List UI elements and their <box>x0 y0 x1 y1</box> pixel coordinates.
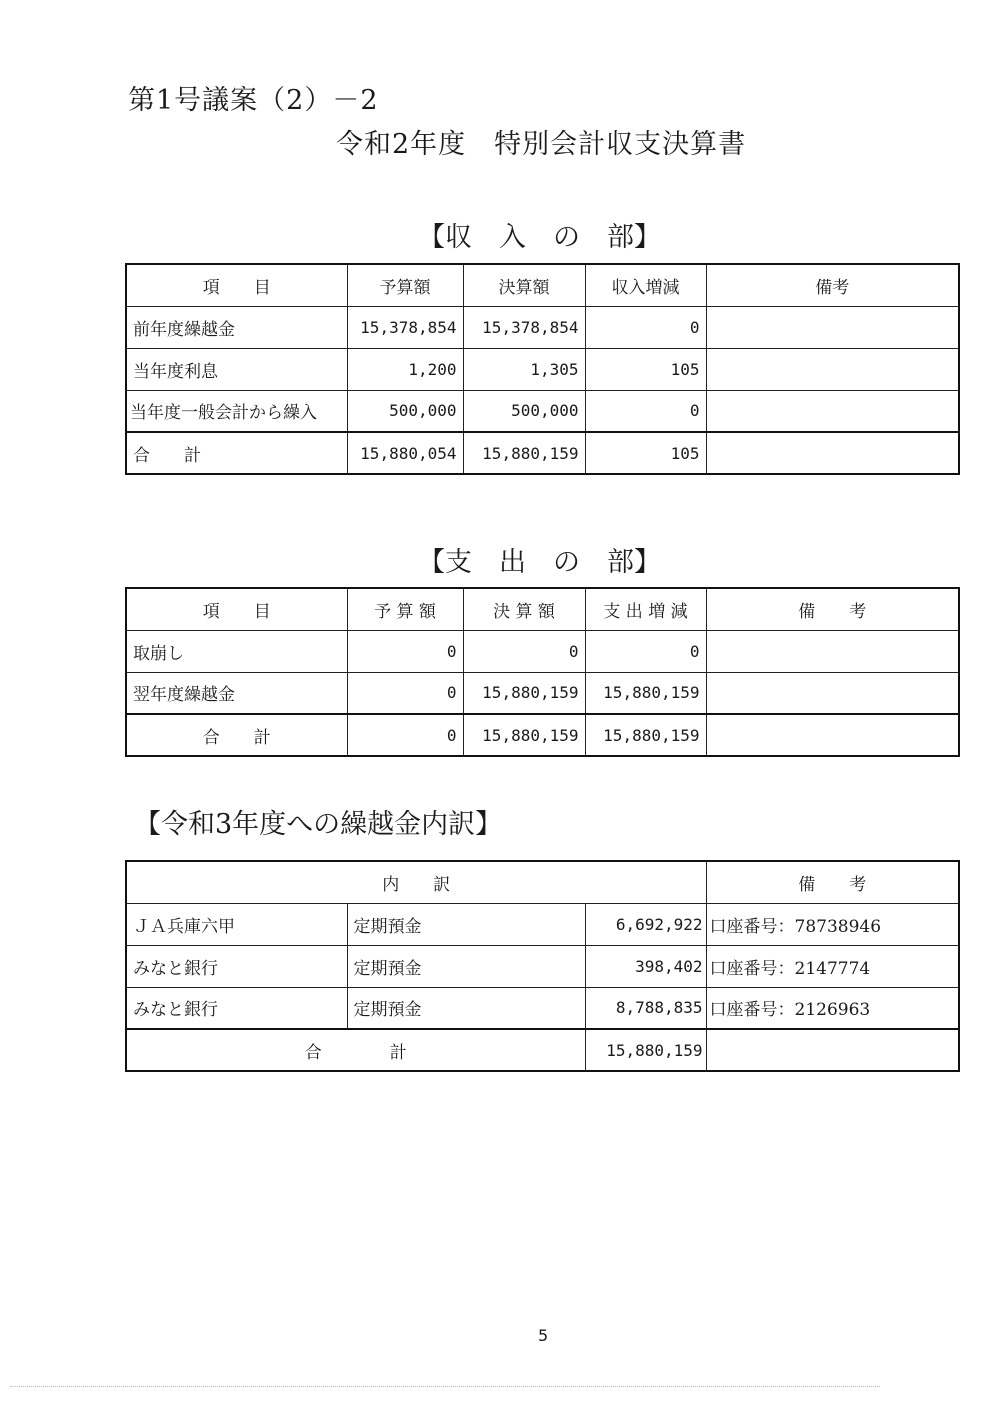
income-section-title: 【収 入 の 部】 <box>418 222 661 253</box>
note-cell <box>706 390 959 432</box>
note-cell <box>706 672 959 714</box>
column-header-actual: 決算額 <box>463 264 585 306</box>
item-cell: 前年度繰越金 <box>126 306 347 348</box>
total-actual: 15,880,159 <box>463 432 585 474</box>
total-label: 合 計 <box>126 1029 585 1071</box>
total-amount: 15,880,159 <box>585 1029 706 1071</box>
column-header-budget: 予 算 額 <box>347 588 463 630</box>
carryover-table <box>125 860 960 1072</box>
total-diff: 15,880,159 <box>585 714 706 756</box>
table-header-row <box>126 588 959 630</box>
carryover-section-title: 【令和3年度への繰越金内訳】 <box>134 809 503 840</box>
table-row <box>126 987 959 1029</box>
diff-cell: 15,880,159 <box>585 672 706 714</box>
amount-cell: 8,788,835 <box>585 987 706 1029</box>
total-diff: 105 <box>585 432 706 474</box>
column-header-diff: 支 出 増 減 <box>585 588 706 630</box>
actual-cell: 15,378,854 <box>463 306 585 348</box>
table-row <box>126 390 959 432</box>
budget-cell: 1,200 <box>347 348 463 390</box>
diff-cell: 0 <box>585 390 706 432</box>
document-id: 第1号議案（2）－2 <box>128 85 379 116</box>
column-header-actual: 決 算 額 <box>463 588 585 630</box>
table-row <box>126 306 959 348</box>
deposit-type-cell: 定期預金 <box>347 945 585 987</box>
total-budget: 15,880,054 <box>347 432 463 474</box>
note-cell <box>706 306 959 348</box>
table-header-row <box>126 264 959 306</box>
column-header-item: 項 目 <box>126 588 347 630</box>
amount-cell: 6,692,922 <box>585 903 706 945</box>
table-row <box>126 672 959 714</box>
note-cell <box>706 348 959 390</box>
total-note <box>706 1029 959 1071</box>
income-table <box>125 263 960 475</box>
item-cell: 取崩し <box>126 630 347 672</box>
scan-artifact-divider <box>10 1386 880 1387</box>
budget-cell: 0 <box>347 630 463 672</box>
total-note <box>706 432 959 474</box>
total-actual: 15,880,159 <box>463 714 585 756</box>
budget-cell: 500,000 <box>347 390 463 432</box>
table-row <box>126 945 959 987</box>
diff-cell: 105 <box>585 348 706 390</box>
note-cell: 口座番号：2126963 <box>706 987 959 1029</box>
bank-cell: みなと銀行 <box>126 987 347 1029</box>
diff-cell: 0 <box>585 306 706 348</box>
budget-cell: 0 <box>347 672 463 714</box>
column-header-diff: 収入増減 <box>585 264 706 306</box>
bank-cell: ＪＡ兵庫六甲 <box>126 903 347 945</box>
column-header-note: 備考 <box>706 264 959 306</box>
table-row <box>126 903 959 945</box>
total-note <box>706 714 959 756</box>
table-header-row <box>126 861 959 903</box>
actual-cell: 0 <box>463 630 585 672</box>
item-cell: 翌年度繰越金 <box>126 672 347 714</box>
page-number: 5 <box>538 1326 549 1345</box>
actual-cell: 1,305 <box>463 348 585 390</box>
column-header-budget: 予算額 <box>347 264 463 306</box>
column-header-note: 備 考 <box>706 588 959 630</box>
item-cell: 当年度利息 <box>126 348 347 390</box>
note-cell: 口座番号：2147774 <box>706 945 959 987</box>
note-cell: 口座番号：78738946 <box>706 903 959 945</box>
note-cell <box>706 630 959 672</box>
actual-cell: 15,880,159 <box>463 672 585 714</box>
total-row <box>126 1029 959 1071</box>
diff-cell: 0 <box>585 630 706 672</box>
column-header-note: 備 考 <box>706 861 959 903</box>
expense-section-title: 【支 出 の 部】 <box>418 547 661 578</box>
expense-table <box>125 587 960 757</box>
document-title: 令和2年度 特別会計収支決算書 <box>336 129 747 160</box>
actual-cell: 500,000 <box>463 390 585 432</box>
total-row <box>126 714 959 756</box>
total-budget: 0 <box>347 714 463 756</box>
deposit-type-cell: 定期預金 <box>347 903 585 945</box>
table-row <box>126 348 959 390</box>
amount-cell: 398,402 <box>585 945 706 987</box>
total-row <box>126 432 959 474</box>
budget-cell: 15,378,854 <box>347 306 463 348</box>
table-row <box>126 630 959 672</box>
item-cell: 当年度一般会計から繰入 <box>126 390 347 432</box>
bank-cell: みなと銀行 <box>126 945 347 987</box>
total-label: 合 計 <box>126 714 347 756</box>
column-header-breakdown: 内 訳 <box>126 861 706 903</box>
column-header-item: 項 目 <box>126 264 347 306</box>
total-label: 合 計 <box>126 432 347 474</box>
deposit-type-cell: 定期預金 <box>347 987 585 1029</box>
